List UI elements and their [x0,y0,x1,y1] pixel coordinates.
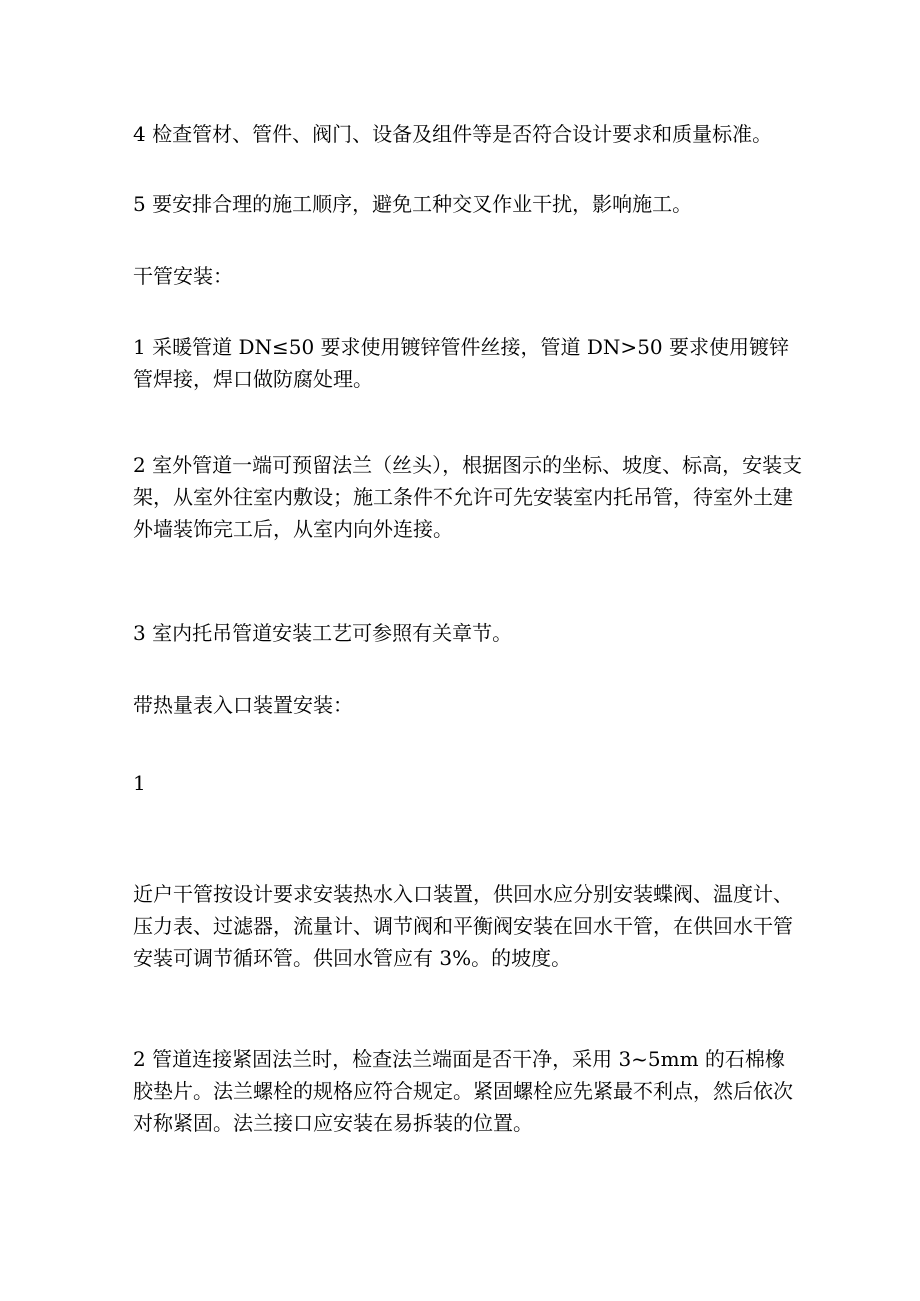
paragraph-flange-connection: 2 管道连接紧固法兰时，检查法兰端面是否干净，采用 3~5mm 的石棉橡胶垫片。法兰螺栓的规格应符合规定。紧固螺栓应先紧最不利点，然后依次对称紧固。法兰接口应安装在易拆装的位置。 [133,1047,793,1135]
paragraph-inlet-device: 近户干管按设计要求安装热水入口装置，供回水应分别安装蝶阀、温度计、压力表、过滤器，流量计、调节阀和平衡阀安装在回水干管，在供回水干管安装可调节循环管。供回水管应有 3%。的坡度。 [133,882,793,970]
paragraph-outdoor-pipe: 2 室外管道一端可预留法兰（丝头），根据图示的坐标、坡度、标高，安装支架，从室外往室内敷设；施工条件不允许可先安装室内托吊管，待室外土建外墙装饰完工后，从室内向外连接。 [133,453,803,541]
section-heading-heat-meter-inlet: 带热量表入口装置安装： [133,693,353,717]
section-heading-main-pipe: 干管安装： [133,264,233,288]
paragraph-construction-sequence: 5 要安排合理的施工顺序，避免工种交叉作业干扰，影响施工。 [133,192,693,216]
paragraph-heating-pipe-joints: 1 采暖管道 DN≤50 要求使用镀锌管件丝接，管道 DN>50 要求使用镀锌管焊接，焊口做防腐处理。 [133,335,789,391]
list-number: 1 [133,771,146,795]
paragraph-inspect-materials: 4 检查管材、管件、阀门、设备及组件等是否符合设计要求和质量标准。 [133,122,773,146]
paragraph-indoor-hanging-pipe: 3 室内托吊管道安装工艺可参照有关章节。 [133,621,513,645]
